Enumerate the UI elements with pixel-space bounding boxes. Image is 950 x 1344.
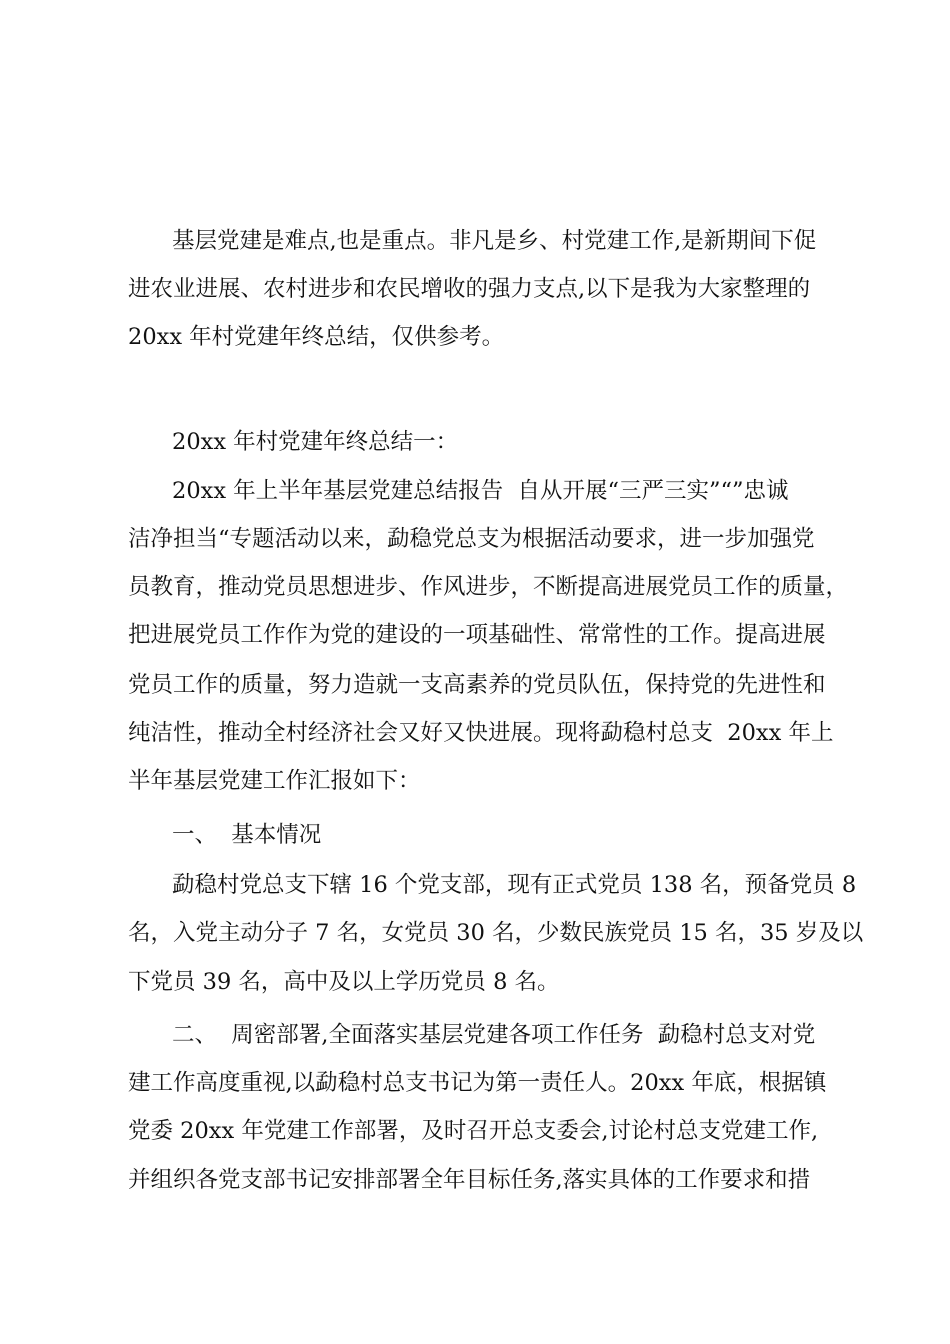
report-line-1: 20xx 年上半年基层党建总结报告 自从开展“三严三实”“”忠诚 — [172, 478, 789, 504]
intro-line-3: 20xx 年村党建年终总结，仅供参考。 — [128, 324, 505, 350]
heading-basic-situation: 一、 基本情况 — [172, 822, 322, 848]
section-two-line-1: 二、 周密部署,全面落实基层党建各项工作任务 勐稳村总支对党 — [172, 1022, 816, 1048]
intro-line-1: 基层党建是难点,也是重点。非凡是乡、村党建工作,是新期间下促 — [172, 228, 817, 254]
report-line-4: 把进展党员工作作为党的建设的一项基础性、常常性的工作。提高进展 — [128, 622, 826, 648]
section-two-line-2: 建工作高度重视,以勐稳村总支书记为第一责任人。20xx 年底，根据镇 — [128, 1070, 827, 1096]
section-title: 20xx 年村党建年终总结一： — [172, 429, 459, 455]
basic-info-line-3: 下党员 39 名，高中及以上学历党员 8 名。 — [128, 969, 560, 995]
section-two-line-4: 并组织各党支部书记安排部署全年目标任务,落实具体的工作要求和措 — [128, 1167, 811, 1193]
report-line-7: 半年基层党建工作汇报如下： — [128, 768, 421, 794]
intro-line-2: 进农业进展、农村进步和农民增收的强力支点,以下是我为大家整理的 — [128, 276, 811, 302]
report-line-5: 党员工作的质量，努力造就一支高素养的党员队伍，保持党的先进性和 — [128, 672, 826, 698]
report-line-2: 洁净担当“专题活动以来，勐稳党总支为根据活动要求，进一步加强党 — [128, 526, 815, 552]
basic-info-line-1: 勐稳村党总支下辖 16 个党支部，现有正式党员 138 名，预备党员 8 — [172, 872, 857, 898]
basic-info-line-2: 名，入党主动分子 7 名，女党员 30 名，少数民族党员 15 名，35 岁及以 — [128, 920, 864, 946]
report-line-6: 纯洁性，推动全村经济社会又好又快进展。现将勐稳村总支 20xx 年上 — [128, 720, 834, 746]
section-two-line-3: 党委 20xx 年党建工作部署，及时召开总支委会,讨论村总支党建工作, — [128, 1118, 819, 1144]
report-line-3: 员教育，推动党员思想进步、作风进步，不断提高进展党员工作的质量， — [128, 574, 849, 600]
